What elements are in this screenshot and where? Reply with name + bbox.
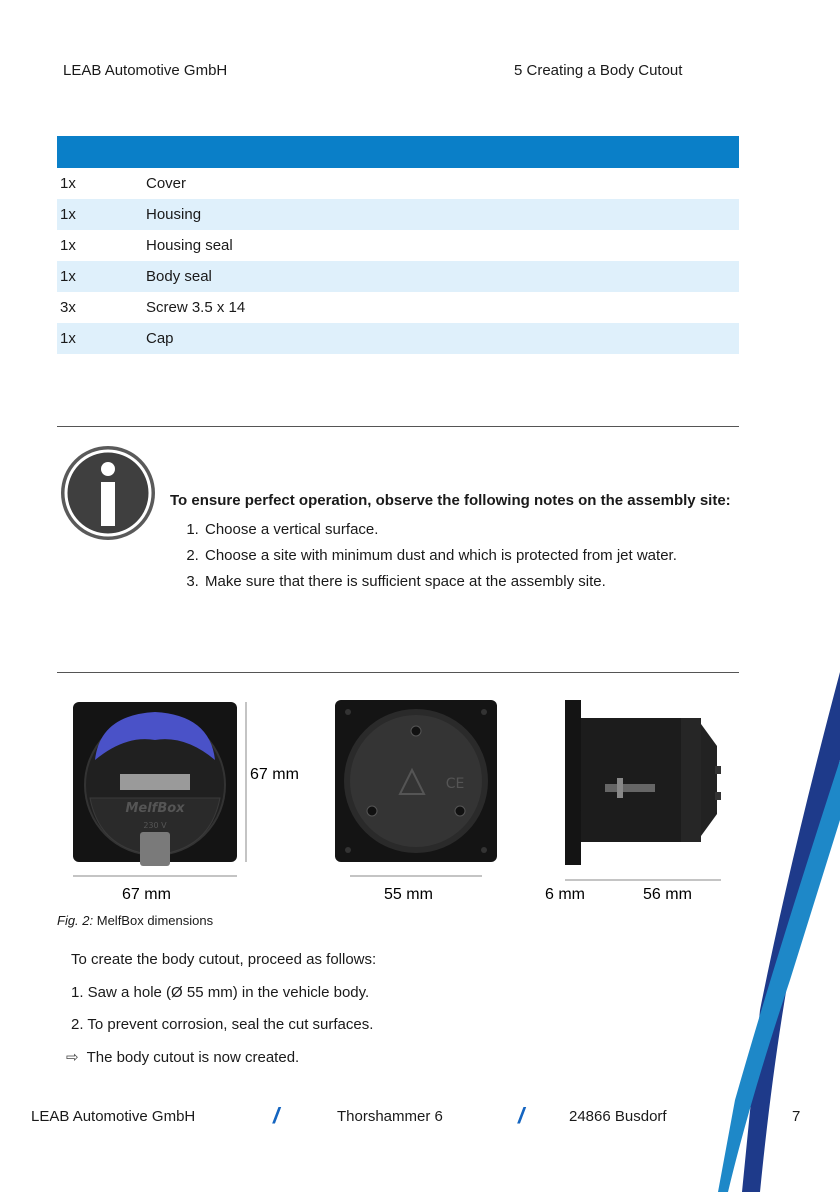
note-title: To ensure perfect operation, observe the following notes on the assembly site:: [170, 492, 731, 509]
name-cell: Cap: [146, 330, 174, 347]
name-cell: Cover: [146, 175, 187, 192]
footer-company: LEAB Automotive GmbH: [31, 1108, 196, 1125]
voltage-label: 230 V: [143, 821, 167, 830]
qty-cell: 1x: [60, 268, 76, 285]
footer-city: 24866 Busdorf: [569, 1108, 667, 1125]
header-chapter: 5 Creating a Body Cutout: [514, 62, 683, 79]
caption-text: MelfBox dimensions: [96, 913, 214, 928]
dim-flange: 6 mm: [545, 886, 585, 903]
name-cell: Housing: [146, 206, 202, 223]
procedure-intro: To create the body cutout, proceed as follows:: [71, 951, 377, 968]
page-number: 7: [792, 1108, 801, 1125]
result-text: The body cutout is now created.: [86, 1049, 300, 1066]
qty-cell: 1x: [60, 206, 76, 223]
product-label: MelfBox: [125, 801, 185, 816]
dim-width: 67 mm: [122, 886, 171, 903]
qty-cell: 1x: [60, 175, 76, 192]
name-cell: Body seal: [146, 268, 212, 285]
header-company: LEAB Automotive GmbH: [63, 62, 228, 79]
caption-number: Fig. 2:: [57, 913, 94, 928]
footer-street: Thorshammer 6: [337, 1108, 443, 1125]
name-cell: Screw 3.5 x 14: [146, 299, 246, 316]
list-item: 3. Make sure that there is sufficient space at the assembly site.: [203, 569, 740, 595]
result-arrow-icon: ⇨: [66, 1049, 79, 1066]
qty-cell: 3x: [60, 299, 76, 316]
procedure-step: 2. To prevent corrosion, seal the cut surfaces.: [71, 1016, 374, 1033]
dim-depth: 56 mm: [643, 886, 692, 903]
dim-hole: 55 mm: [384, 886, 433, 903]
procedure-step: 1. Saw a hole (Ø 55 mm) in the vehicle body.: [71, 984, 370, 1001]
name-cell: Housing seal: [146, 237, 233, 254]
list-item: 1. Choose a vertical surface.: [203, 517, 740, 543]
dim-height: 67 mm: [250, 766, 299, 783]
svg-text:CE: CE: [445, 776, 465, 792]
qty-cell: 1x: [60, 237, 76, 254]
qty-cell: 1x: [60, 330, 76, 347]
list-item: 2. Choose a site with minimum dust and which is protected from jet water.: [203, 543, 740, 569]
